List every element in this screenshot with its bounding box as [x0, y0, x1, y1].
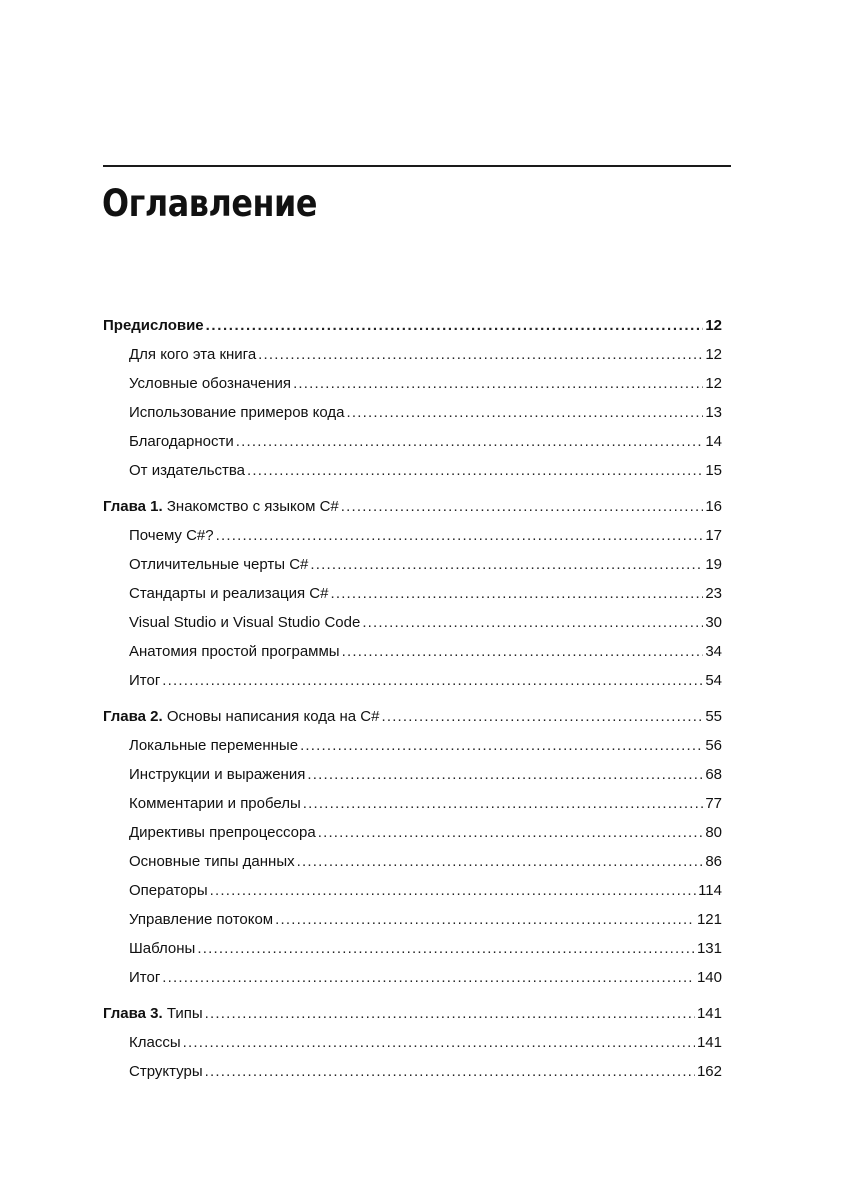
toc-entry-label: От издательства: [129, 462, 246, 479]
toc-entry-preface[interactable]: [103, 316, 722, 345]
toc-entry-label: Итог: [129, 672, 161, 689]
toc-entry-label: Стандарты и реализация C#: [129, 585, 329, 602]
toc-entry-page: 121: [696, 911, 722, 928]
toc-entry-local-variables[interactable]: [103, 736, 722, 765]
dot-leader: [206, 316, 704, 336]
toc-entry-page: 34: [705, 643, 722, 660]
dot-leader: [342, 642, 704, 662]
toc-entry-page: 54: [705, 672, 722, 689]
toc-entry-page: 12: [705, 346, 722, 363]
toc-entry-label: Предисловие: [103, 317, 204, 334]
toc-entry-label: Операторы: [129, 882, 208, 899]
dot-leader: [236, 432, 704, 452]
toc-entry-page: 12: [705, 317, 722, 334]
dot-leader: [307, 765, 703, 785]
toc-entry-page: 141: [696, 1005, 722, 1022]
toc-entry-page: 14: [705, 433, 722, 450]
toc-entry-program-anatomy[interactable]: [103, 642, 722, 671]
dot-leader: [183, 1033, 695, 1053]
dot-leader: [247, 461, 703, 481]
toc-entry-page: 68: [705, 766, 722, 783]
toc-entry-patterns[interactable]: [103, 939, 722, 968]
toc-entry-statements-expressions[interactable]: [103, 765, 722, 794]
toc-entry-label: Отличительные черты C#: [129, 556, 309, 573]
dot-leader: [210, 881, 696, 901]
toc-entry-code-examples[interactable]: [103, 403, 722, 432]
toc-entry-chapter-1[interactable]: [103, 497, 722, 526]
toc-entry-visual-studio[interactable]: [103, 613, 722, 642]
toc-entry-page: 141: [696, 1034, 722, 1051]
dot-leader: [162, 968, 695, 988]
toc-entry-label: Visual Studio и Visual Studio Code: [129, 614, 361, 631]
dot-leader: [216, 526, 704, 546]
toc-entry-structs[interactable]: [103, 1062, 722, 1091]
toc-entry-label: Управление потоком: [129, 911, 274, 928]
dot-leader: [300, 736, 703, 756]
toc-entry-page: 131: [696, 940, 722, 957]
table-of-contents: [103, 316, 722, 1091]
toc-entry-label: Знакомство с языком C#: [166, 498, 339, 515]
toc-entry-label: Благодарности: [129, 433, 234, 450]
dot-leader: [197, 939, 695, 959]
dot-leader: [318, 823, 704, 843]
toc-entry-page: 16: [705, 498, 722, 515]
dot-leader: [205, 1004, 695, 1024]
toc-entry-label: Для кого эта книга: [129, 346, 257, 363]
dot-leader: [347, 403, 704, 423]
toc-entry-page: 19: [705, 556, 722, 573]
toc-entry-comments-whitespace[interactable]: [103, 794, 722, 823]
toc-entry-conventions[interactable]: [103, 374, 722, 403]
toc-entry-label: Комментарии и пробелы: [129, 795, 301, 812]
dot-leader: [297, 852, 704, 872]
toc-entry-classes[interactable]: [103, 1033, 722, 1062]
toc-entry-ch2-summary[interactable]: [103, 968, 722, 997]
header-rule: [103, 165, 731, 167]
toc-entry-page: 13: [705, 404, 722, 421]
toc-entry-label: Итог: [129, 969, 161, 986]
toc-entry-label: Структуры: [129, 1063, 203, 1080]
toc-entry-label: Директивы препроцессора: [129, 824, 316, 841]
chapter-number: Глава 3.: [103, 1005, 163, 1022]
toc-entry-why-csharp[interactable]: [103, 526, 722, 555]
toc-entry-label: Анатомия простой программы: [129, 643, 340, 660]
toc-entry-label: Почему C#?: [129, 527, 214, 544]
dot-leader: [362, 613, 703, 633]
toc-entry-label: Основы написания кода на C#: [166, 708, 380, 725]
toc-entry-page: 15: [705, 462, 722, 479]
dot-leader: [275, 910, 695, 930]
toc-entry-chapter-3[interactable]: [103, 1004, 722, 1033]
dot-leader: [205, 1062, 695, 1082]
dot-leader: [330, 584, 703, 604]
toc-entry-page: 86: [705, 853, 722, 870]
toc-entry-page: 80: [705, 824, 722, 841]
dot-leader: [341, 497, 704, 517]
toc-entry-preprocessor[interactable]: [103, 823, 722, 852]
page-title: Оглавление: [102, 182, 318, 225]
toc-entry-ch1-summary[interactable]: [103, 671, 722, 700]
dot-leader: [310, 555, 703, 575]
toc-entry-page: 17: [705, 527, 722, 544]
toc-entry-page: 56: [705, 737, 722, 754]
toc-entry-label: Инструкции и выражения: [129, 766, 306, 783]
toc-entry-label: Классы: [129, 1034, 181, 1051]
toc-entry-page: 162: [696, 1063, 722, 1080]
toc-entry-data-types[interactable]: [103, 852, 722, 881]
toc-entry-label: Шаблоны: [129, 940, 196, 957]
toc-entry-flow-control[interactable]: [103, 910, 722, 939]
toc-entry-page: 23: [705, 585, 722, 602]
toc-entry-page: 140: [696, 969, 722, 986]
toc-entry-page: 12: [705, 375, 722, 392]
toc-entry-label: Типы: [166, 1005, 203, 1022]
toc-entry-for-whom[interactable]: [103, 345, 722, 374]
toc-entry-page: 30: [705, 614, 722, 631]
toc-entry-label: Использование примеров кода: [129, 404, 345, 421]
toc-entry-from-publisher[interactable]: [103, 461, 722, 490]
toc-entry-acknowledgements[interactable]: [103, 432, 722, 461]
chapter-number: Глава 2.: [103, 708, 163, 725]
toc-entry-operators[interactable]: [103, 881, 722, 910]
toc-entry-label: Условные обозначения: [129, 375, 292, 392]
dot-leader: [293, 374, 703, 394]
chapter-number: Глава 1.: [103, 498, 163, 515]
toc-entry-page: 55: [705, 708, 722, 725]
toc-entry-distinctive-features[interactable]: [103, 555, 722, 584]
toc-entry-label: Локальные переменные: [129, 737, 299, 754]
toc-entry-label: Основные типы данных: [129, 853, 295, 870]
dot-leader: [162, 671, 703, 691]
toc-entry-standards[interactable]: [103, 584, 722, 613]
dot-leader: [303, 794, 704, 814]
toc-entry-chapter-2[interactable]: [103, 707, 722, 736]
dot-leader: [258, 345, 703, 365]
dot-leader: [381, 707, 703, 727]
toc-entry-page: 114: [698, 882, 722, 899]
toc-entry-page: 77: [705, 795, 722, 812]
